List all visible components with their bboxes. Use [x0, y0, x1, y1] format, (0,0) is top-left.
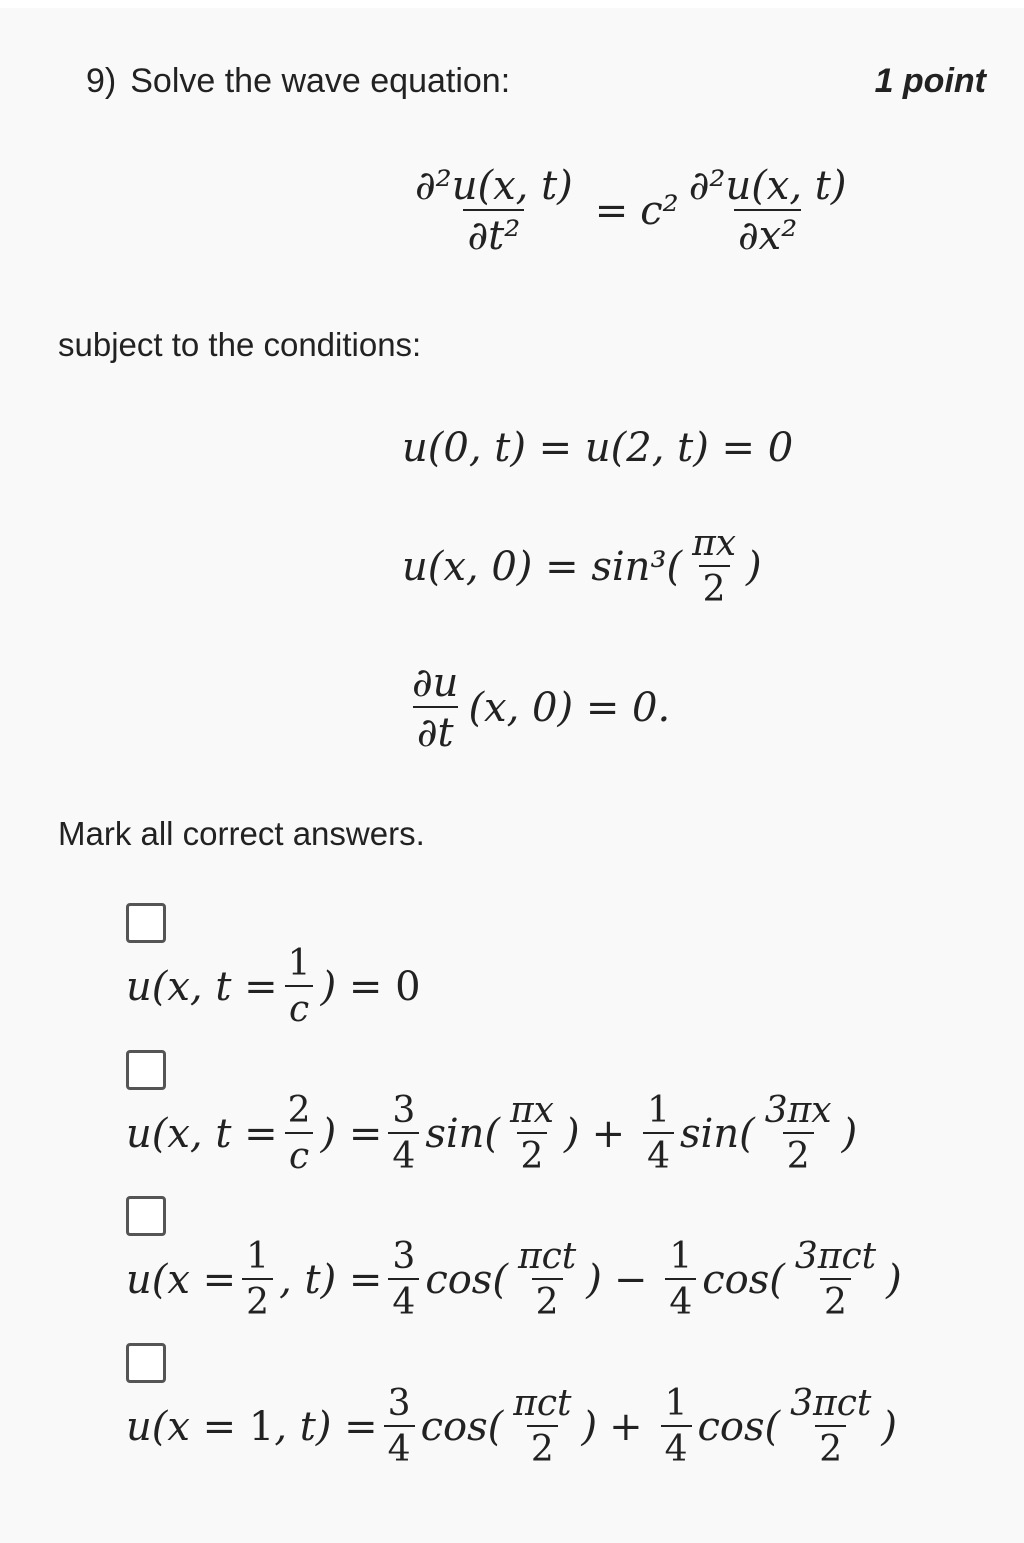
condition-initial-velocity: $\frac{\partial u}{\partial t}$ (x, 0) = 0. [412, 660, 671, 756]
question-prompt: Solve the wave equation: [130, 62, 511, 100]
checkbox-unchecked-icon[interactable] [126, 1050, 166, 1090]
rhs-fraction: $\frac{\text{∂²u(x, t)}}{\text{∂x²}}$ [688, 163, 847, 259]
points-label: 1 point [874, 62, 986, 100]
option-4-label: u(x = 1, t) = $\frac{3}{4}$ cos( $\frac{\text{πct}}{2}$ ) + $\frac{1}{4}$ cos( $\frac{\text{3πct}}{2}$ ) [126, 1383, 897, 1470]
option-3-label: u(x = $\frac{1}{2}$ , t) = $\frac{3}{4}$ cos( $\frac{\text{πct}}{2}$ ) − $\frac{1}{4}$ cos( $\frac{\text{3πct}}{2}$ ) [126, 1236, 902, 1323]
instruction-text: Mark all correct answers. [58, 815, 425, 852]
checkbox-unchecked-icon[interactable] [126, 1343, 166, 1383]
condition-initial-displacement: u(x, 0) = sin³( $\frac{\pi x}{2}$ ) [402, 523, 762, 610]
question-header [86, 62, 510, 101]
option-1-label: u(x, t = $\frac{1}{c}$ ) = 0 [126, 943, 421, 1030]
question-number: 9) [86, 62, 117, 100]
condition-boundary: u(0, t) = u(2, t) = 0 [402, 425, 794, 471]
checkbox-unchecked-icon[interactable] [126, 903, 166, 943]
checkbox-unchecked-icon[interactable] [126, 1196, 166, 1236]
lhs-fraction: $\frac{\text{∂²u(x, t)}}{\text{∂t²}}$ [415, 163, 573, 259]
option-2-label: u(x, t = $\frac{2}{c}$ ) = $\frac{3}{4}$ sin( $\frac{\pi x}{2}$ ) + $\frac{1}{4}$ sin( $\frac{3\pi x}{2}$ ) [126, 1090, 858, 1177]
conditions-intro: subject to the conditions: [58, 326, 422, 363]
wave-equation: $\frac{\text{∂²u(x, t)}}{\text{∂t²}}$ = c² $\frac{\text{∂²u(x, t)}}{\text{∂x²}}$ [405, 165, 856, 257]
